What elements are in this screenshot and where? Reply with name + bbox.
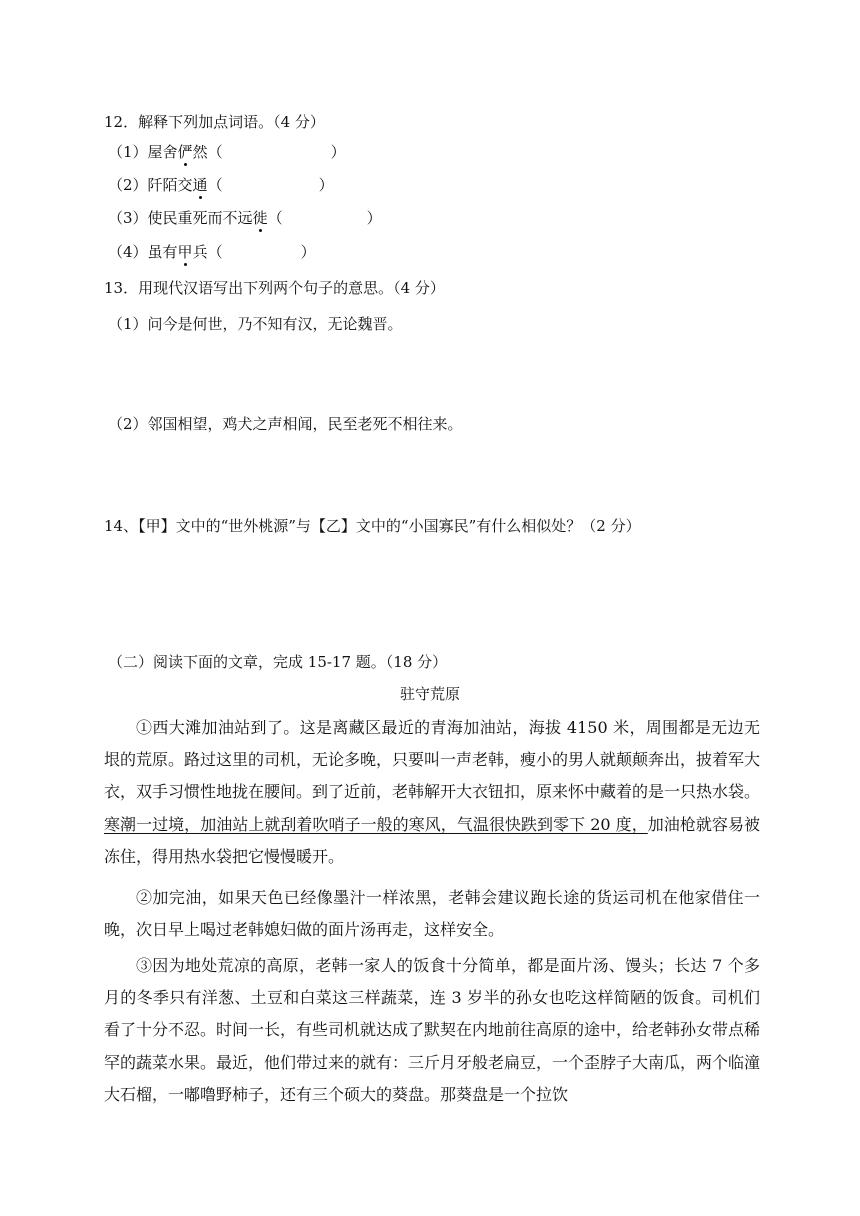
q12-item-4-dotted: 甲 <box>177 243 193 261</box>
paragraph-3: ③因为地处荒凉的高原，老韩一家人的饭食十分简单，都是面片汤、馒头；长达 7 个多月的冬季只有洋葱、土豆和白菜这三样蔬菜，连 3 岁半的孙女也吃这样简陋的饭食。司机们看了十分不忍。时间一长，有些司机就达成了默契在内地前往高原的途中，给老韩孙女带点稀罕的蔬菜水果。最近，他们带过来的就有：三斤月牙般老扁豆，一个歪脖子大南瓜，两个临潼大石榴，一嘟噜野柿子，还有三个硕大的葵盘。那葵盘是一个拉饮 <box>104 956 761 1104</box>
q12-item-3-post: （ <box>267 209 283 227</box>
q12-item-2-close: ） <box>318 176 334 194</box>
paragraph-1 <box>104 712 760 873</box>
q12-item-3-close: ） <box>366 209 382 227</box>
q12-item-1-close: ） <box>330 143 346 161</box>
q14-question: 14、【甲】文中的“世外桃源”与【乙】文中的“小国寡民”有什么相似处？（2 分） <box>104 517 641 535</box>
q12-item-4-pre: （4）虽有 <box>108 243 178 261</box>
q12-item-1-post: 然（ <box>192 143 223 161</box>
q12-item-2-pre: （2）阡陌交 <box>108 176 193 194</box>
q12-item-4 <box>108 242 316 262</box>
q13-sentence-2: （2）邻国相望，鸡犬之声相闻，民至老死不相往来。 <box>108 415 463 433</box>
paragraph-1-text: ①西大滩加油站到了。这是离藏区最近的青海加油站，海拔 4150 米，周围都是无边无垠的荒原。路过这里的司机，无论多晚，只要叫一声老韩，瘦小的男人就颠颠奔出，披着军大衣，双手习惯性地拢在腰间。到了近前，老韩解开大衣钮扣，原来怀中藏着的是一只热水袋。 <box>104 718 761 802</box>
article-title: 驻守荒原 <box>399 685 460 703</box>
paragraph-1-text-end: 加油枪就容易被冻住，得用热水袋把它慢慢暖开。 <box>104 814 760 866</box>
paragraph-1-underlined: 寒潮一过境，加油站上就刮着吹哨子一般的寒风，气温很快跌到零下 20 度， <box>104 814 648 834</box>
q12-item-2-dotted: 通 <box>192 176 208 194</box>
section2-intro: （二）阅读下面的文章，完成 15-17 题。（18 分） <box>108 653 448 671</box>
q12-item-1-pre: （1）屋舍 <box>108 143 178 161</box>
q12-title: 12．解释下列加点词语。（4 分） <box>104 113 325 131</box>
q12-item-3-pre: （3）使民重死而不远 <box>108 209 253 227</box>
q12-item-1 <box>108 142 346 162</box>
q12-item-2-post: （ <box>207 176 223 194</box>
paragraph-2: ②加完油，如果天色已经像墨汁一样浓黑，老韩会建议跑长途的货运司机在他家借住一晚，次日早上喝过老韩媳妇做的面片汤再走，这样安全。 <box>104 888 760 940</box>
q12-item-3 <box>108 208 382 228</box>
q12-item-2 <box>108 175 334 195</box>
q13-title: 13．用现代汉语写出下列两个句子的意思。（4 分） <box>104 279 445 297</box>
q12-item-4-close: ） <box>300 243 316 261</box>
q12-item-3-dotted: 徙 <box>252 209 268 227</box>
q13-sentence-1: （1）问今是何世，乃不知有汉，无论魏晋。 <box>108 315 403 333</box>
q12-item-1-dotted: 俨 <box>177 143 193 161</box>
q12-item-4-post: 兵（ <box>192 243 223 261</box>
